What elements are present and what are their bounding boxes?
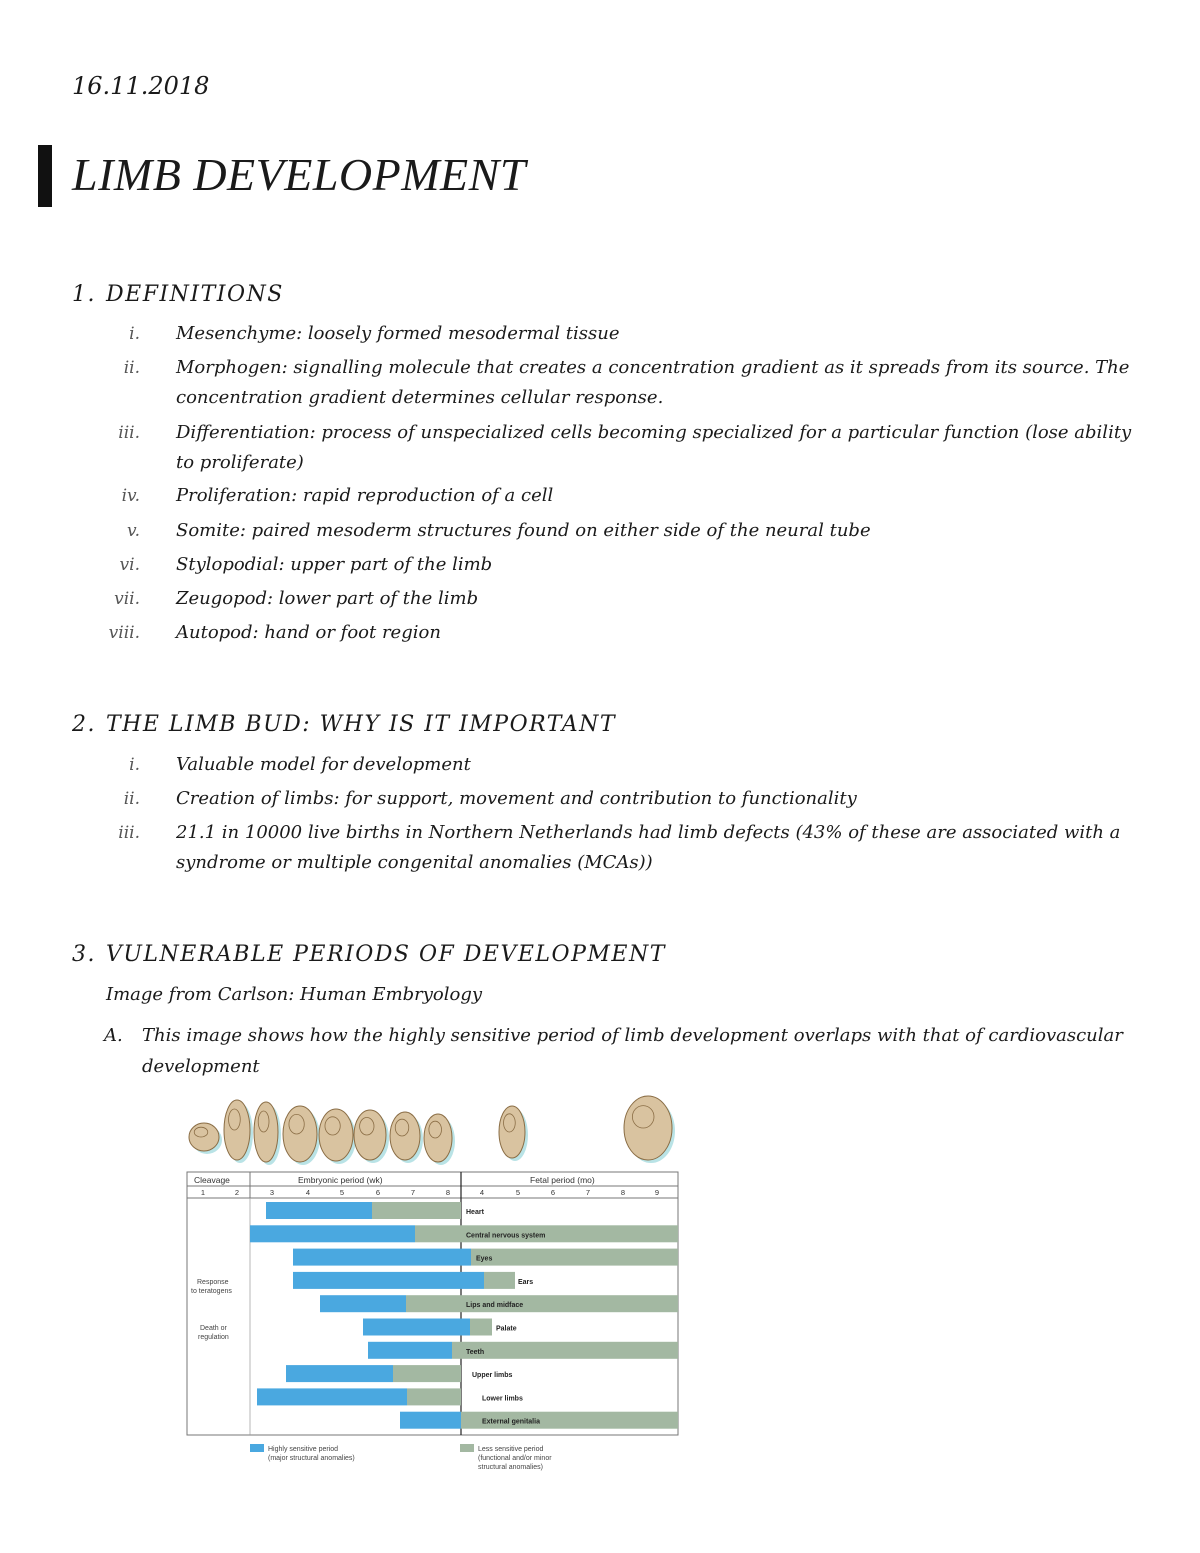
sensitivity-row: [286, 1365, 513, 1382]
sensitivity-row: [368, 1342, 678, 1359]
section-title: THE LIMB BUD: WHY IS IT IMPORTANT: [106, 712, 617, 737]
legend-swatch-highly: [250, 1444, 264, 1452]
definition-item: Proliferation: rapid reproduction of a cell: [176, 485, 554, 506]
less-sensitive-bar: [452, 1342, 678, 1359]
less-sensitive-bar: [406, 1295, 678, 1312]
header-tick: 5: [339, 1188, 345, 1197]
section-number: 1.: [72, 282, 96, 307]
list-item: This image shows how the highly sensitive period of limb development overlaps with that of cardiovascular development: [142, 1025, 1123, 1077]
less-sensitive-bar: [393, 1365, 461, 1382]
definition-item: Morphogen: signalling molecule that creates a concentration gradient as it spreads from its source. The concentration gradient determines cellular response.: [176, 357, 1130, 408]
less-sensitive-bar: [484, 1272, 515, 1289]
list-marker: vi.: [119, 555, 140, 575]
document-date: 16.11.2018: [72, 72, 210, 100]
list-marker: iv.: [121, 486, 140, 506]
highly-sensitive-bar: [257, 1388, 407, 1405]
header-tick: 7: [410, 1188, 416, 1197]
header-ticks: [201, 1188, 659, 1197]
definition-item: Zeugopod: lower part of the limb: [176, 588, 479, 609]
list-marker: v.: [127, 521, 140, 541]
side-label-response: Response to teratogens: [191, 1279, 232, 1295]
header-tick: 6: [550, 1188, 556, 1197]
sensitivity-row: [293, 1272, 533, 1289]
embryo-illustration: [189, 1123, 222, 1154]
highly-sensitive-bar: [368, 1342, 452, 1359]
definition-item: Somite: paired mesoderm structures found on either side of the neural tube: [176, 520, 871, 541]
legend-highly: Highly sensitive period: [268, 1446, 339, 1453]
highly-sensitive-bar: [293, 1272, 484, 1289]
sensitivity-rows: [250, 1202, 678, 1429]
embryo-illustration: [624, 1096, 675, 1163]
header-cleavage: Cleavage: [194, 1175, 230, 1185]
section-heading-vulnerable-periods: [72, 942, 666, 967]
embryo-illustration: [390, 1112, 423, 1163]
definition-item: Autopod: hand or foot region: [176, 622, 441, 643]
row-label: Heart: [466, 1209, 484, 1216]
sensitivity-row: [363, 1319, 517, 1336]
section-number: 2.: [72, 712, 96, 737]
heading-marker: [38, 145, 52, 207]
list-marker: iii.: [118, 823, 140, 843]
list-marker: ii.: [123, 358, 140, 378]
section-title: DEFINITIONS: [106, 282, 284, 307]
embryo-illustration: [499, 1106, 528, 1161]
highly-sensitive-bar: [293, 1249, 471, 1266]
highly-sensitive-bar: [320, 1295, 406, 1312]
highly-sensitive-bar: [250, 1225, 415, 1242]
definition-item: Stylopodial: upper part of the limb: [176, 554, 493, 575]
embryo-illustration: [254, 1102, 281, 1165]
sensitivity-row: [320, 1295, 678, 1312]
sensitivity-row: [400, 1412, 678, 1429]
header-tick: 3: [269, 1188, 275, 1197]
row-label: External genitalia: [482, 1418, 540, 1426]
header-embryonic: Embryonic period (wk): [298, 1175, 383, 1185]
section-heading-definitions: [72, 282, 284, 307]
less-sensitive-bar: [415, 1225, 678, 1242]
figure-svg: [180, 1090, 690, 1480]
header-tick: 6: [375, 1188, 381, 1197]
row-label: Central nervous system: [466, 1232, 546, 1240]
page-title: LIMB DEVELOPMENT: [72, 149, 526, 200]
legend-less-sub1: (functional and/or minor: [478, 1455, 552, 1462]
header-tick: 4: [305, 1188, 311, 1197]
list-marker: ii.: [123, 789, 140, 809]
header-tick: 8: [445, 1188, 451, 1197]
header-tick: 7: [585, 1188, 591, 1197]
header-tick: 5: [515, 1188, 521, 1197]
row-label: Lips and midface: [466, 1302, 524, 1310]
less-sensitive-bar: [372, 1202, 461, 1219]
row-label: Ears: [518, 1278, 534, 1286]
section-heading-limb-bud: [72, 712, 616, 737]
sensitivity-row: [293, 1249, 678, 1266]
list-item: Valuable model for development: [176, 754, 471, 775]
highly-sensitive-bar: [266, 1202, 372, 1219]
embryo-illustration: [319, 1109, 356, 1164]
row-label: Lower limbs: [482, 1395, 523, 1403]
row-label: Palate: [496, 1325, 517, 1333]
sensitivity-row: [266, 1202, 485, 1219]
section-title: VULNERABLE PERIODS OF DEVELOPMENT: [106, 942, 666, 967]
header-tick: 2: [234, 1188, 240, 1197]
image-source-note: Image from Carlson: Human Embryology: [106, 984, 483, 1005]
teratogen-sensitivity-figure: [180, 1090, 690, 1480]
embryo-illustration: [224, 1100, 253, 1163]
list-marker: i.: [129, 755, 140, 775]
list-marker: viii.: [108, 623, 140, 643]
list-marker: iii.: [118, 423, 140, 443]
definition-item: Differentiation: process of unspecialized cells becoming specialized for a particular function (lose ability to proliferate): [176, 422, 1132, 473]
legend-swatch-less: [460, 1444, 474, 1452]
list-item: Creation of limbs: for support, movement and contribution to functionality: [176, 788, 857, 809]
embryo-illustration: [424, 1114, 455, 1165]
sensitivity-row: [257, 1388, 523, 1405]
sensitivity-row: [250, 1225, 678, 1242]
legend-highly-sub: (major structural anomalies): [268, 1455, 355, 1462]
less-sensitive-bar: [471, 1249, 678, 1266]
legend-less-sub2: structural anomalies): [478, 1464, 543, 1471]
header-tick: 1: [200, 1188, 206, 1197]
list-marker: i.: [129, 324, 140, 344]
less-sensitive-bar: [407, 1388, 461, 1405]
embryo-illustrations: [189, 1096, 675, 1165]
highly-sensitive-bar: [400, 1412, 461, 1429]
highly-sensitive-bar: [363, 1319, 470, 1336]
less-sensitive-bar: [470, 1319, 492, 1336]
header-tick: 4: [479, 1188, 485, 1197]
list-item: 21.1 in 10000 live births in Northern Netherlands had limb defects (43% of these are associated with a syndrome or multiple congenital anomalies (MCAs)): [176, 822, 1121, 873]
row-label: Upper limbs: [472, 1372, 513, 1380]
row-label: Eyes: [476, 1255, 493, 1263]
highly-sensitive-bar: [286, 1365, 393, 1382]
header-tick: 8: [620, 1188, 626, 1197]
header-tick: 9: [654, 1188, 660, 1197]
legend-less: Less sensitive period: [478, 1446, 544, 1453]
list-marker: vii.: [114, 589, 140, 609]
definition-item: Mesenchyme: loosely formed mesodermal tissue: [176, 323, 620, 344]
embryo-illustration: [354, 1110, 389, 1163]
header-fetal: Fetal period (mo): [530, 1175, 595, 1185]
side-label-death: Death or regulation: [198, 1325, 229, 1341]
list-marker: A.: [104, 1025, 123, 1046]
row-label: Teeth: [466, 1348, 485, 1356]
embryo-illustration: [283, 1106, 320, 1165]
section-number: 3.: [72, 942, 96, 967]
